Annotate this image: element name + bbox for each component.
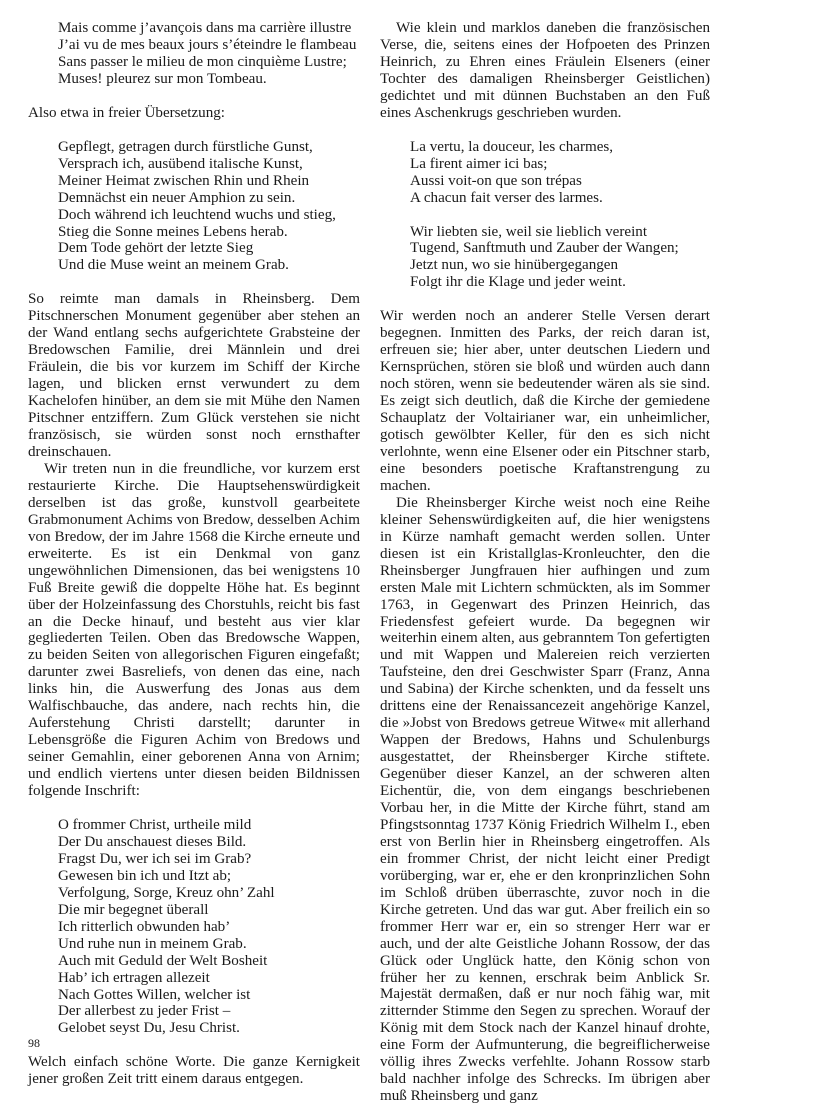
verse-line: O frommer Christ, urtheile mild (58, 816, 252, 833)
german-verse-2 (58, 817, 360, 1037)
verse-line: Tugend, Sanftmuth und Zauber der Wangen; (410, 240, 679, 257)
verse-line: Fragst Du, wer ich sei im Grab? (58, 850, 252, 867)
paragraph: Wir werden noch an anderer Stelle Versen derart begegnen. Inmitten des Parks, der reich daran ist, erfreuen sie; hier aber, unter deutschen Liedern und Kernsprüchen, stören sie bloß und würden auch dann noch stören, wenn sie bedeutender wären als sie sind. Es zeigt sich deutlich, daß die Kirche der gemiedene Schauplatz der Voltairianer war, ein unheimlicher, gotisch gewölbter Keller, für den es sich nicht verlohnte, wenn eine Elsener oder ein Pitschner starb, eine besonders poetische Kraftanstrengung zu machen. (380, 308, 710, 494)
paragraph: Wir treten nun in die freundliche, vor kurzem erst restaurierte Kirche. Die Hauptsehenswürdigkeit derselben ist das große, kunstvoll gearbeitete Grabmonument Achims von Bredow, desselben Achim von Bredow, der im Jahre 1568 die Kirche erneute und erweiterte. Es ist ein Denkmal von ganz ungewöhnlichen Dimensionen, das bei wenigstens 10 Fuß Breite gewiß die doppelte Höhe hat. Es beginnt über der Holzeinfassung des Chorstuhls, reicht bis fast an die Decke hinauf, und besteht aus vier klar gegliederten Teilen. Oben das Bredowsche Wappen, zu beiden Seiten von allegorischen Figuren eingefaßt; darunter zwei Basreliefs, von denen das eine, nach links hin, die Auswerfung des Jonas aus dem Walfischbauche, das andere, nach rechts hin, die Auferstehung Christi darstellt; darunter in Lebensgröße die Figuren Achim von Bredows und seiner Gemahlin, einer geborenen Anna von Arnim; und endlich viertens unter diesen beiden Bildnissen folgende Inschrift: (28, 460, 360, 800)
verse-line: Gewesen bin ich und Itzt ab; (58, 867, 232, 884)
verse-line: Der Du anschauest dieses Bild. (58, 833, 247, 850)
german-verse-1 (58, 139, 360, 275)
verse-line: Muses! pleurez sur mon Tombeau. (58, 70, 267, 87)
paragraph: Welch einfach schöne Worte. Die ganze Kernigkeit jener großen Zeit tritt einem daraus entgegen. (28, 1054, 360, 1088)
verse-line: Folgt ihr die Klage und jeder weint. (410, 274, 626, 291)
verse-line: Versprach ich, ausübend italische Kunst, (58, 155, 303, 172)
verse-line: Wir liebten sie, weil sie lieblich vereint (410, 223, 648, 240)
french-verse-2 (410, 139, 710, 207)
verse-line: Nach Gottes Willen, welcher ist (58, 986, 251, 1003)
verse-line: Und ruhe nun in meinem Grab. (58, 935, 247, 952)
verse-line: Gelobet seyst Du, Jesu Christ. (58, 1020, 240, 1037)
verse-line: Demnächst ein neuer Amphion zu sein. (58, 189, 296, 206)
verse-line: J’ai vu de mes beaux jours s’éteindre le flambeau (58, 36, 357, 53)
verse-line: Sans passer le milieu de mon cinquième Lustre; (58, 53, 347, 70)
verse-line: Und die Muse weint an meinem Grab. (58, 257, 289, 274)
verse-line: Hab’ ich ertragen allezeit (58, 969, 210, 986)
french-verse-1 (58, 20, 360, 88)
verse-line: Gepflegt, getragen durch fürstliche Gunst, (58, 138, 313, 155)
verse-line: Dem Tode gehört der letzte Sieg (58, 240, 254, 257)
verse-line: La vertu, la douceur, les charmes, (410, 138, 614, 155)
verse-line: A chacun fait verser des larmes. (410, 189, 603, 206)
verse-line: Stieg die Sonne meines Lebens herab. (58, 223, 288, 240)
paragraph: Wie klein und marklos daneben die französischen Verse, die, seitens eines der Hofpoeten des Prinzen Heinrich, zu Ehren eines Fräulein Elseners (einer Tochter des damaligen Rheinsberger Geistlichen) gedichtet und mit dünnen Buchstaben an den Fuß eines Aschenkrugs geschrieben wurden. (380, 20, 710, 121)
verse-line: Verfolgung, Sorge, Kreuz ohn’ Zahl (58, 884, 275, 901)
verse-line: Der allerbest zu jeder Frist – (58, 1003, 231, 1020)
paragraph: Die Rheinsberger Kirche weist noch eine Reihe kleiner Sehenswürdigkeiten auf, die hier wenigstens in Kürze namhaft gemacht werden sollen. Unter diesen ist ein Kristallglas-Kronleuchter, den die Rheinsberger Jungfrauen hier aufhingen und zum ersten Male mit Lichtern schmückten, als im Sommer 1763, in Gegenwart des Prinzen Heinrich, das Friedensfest gefeiert wurde. Da begegnen wir weiterhin einem alten, aus gebranntem Ton gefertigten und mit Wappen und Malereien reich verzierten Taufsteine, den drei Geschwister Sparr (Franz, Anna und Sabina) der Kirche schenkten, und da fesselt uns drittens eine der Renaissancezeit angehörige Kanzel, die »Jobst von Bredows getreue Witwe« mit allerhand Wappen der Bredows, Hahns und Schulenburgs ausgestattet, der Rheinsberger Kirche stiftete. Gegenüber dieser Kanzel, an der schweren alten Eichentür, die, von dem eingangs beschriebenen Vorbau her, in die Mitte der Kirche führt, stand am Pfingstsonntag 1737 König Friedrich Wilhelm I., eben erst von Berlin hier in Rheinsberg eingetroffen. Als ein frommer Christ, der nicht leicht einer Predigt vorüberging, war er, ehe er den kronprinzlichen Sohn im Schloß drüben überraschte, zuvor noch in die Kirche getreten. Und das war gut. Aber freilich ein so frommer Herr war er, ein so strenger Herr war er auch, und der alte Geistliche Johann Rossow, der das Glück oder Unglück hatte, den König schon von früher her zu kennen, erschrak beim Anblick Sr. Majestät dermaßen, daß er nur noch fähig war, mit zitternder Stimme den Segen zu sprechen. Worauf der König mit dem Stock nach der Kanzel hinauf drohte, eine Form der Aufmunterung, die begreiflicherweise völlig ihres Zwecks verfehlte. Johann Rossow starb bald nachher infolge des Schrecks. Im übrigen aber muß Rheinsberg und ganz (380, 494, 710, 1105)
german-verse-3 (410, 224, 710, 292)
verse-line: Aussi voit-on que son trépas (410, 172, 582, 189)
right-column (380, 20, 710, 1105)
verse-line: Auch mit Geduld der Welt Bosheit (58, 952, 268, 969)
verse-line: Jetzt nun, wo sie hinübergegangen (410, 257, 619, 274)
paragraph: So reimte man damals in Rheinsberg. Dem Pitschnerschen Monument gegenüber aber stehen an der Wand entlang sechs aufgerichtete Grabsteine der Bredowschen Familie, drei Männlein und drei Fräulein, die bis vor kurzem im Schiff der Kirche lagen, und blicken ernst verwundert zu dem Kachelofen hinüber, an dem sie mit Mühe den Namen Pitschner entziffern. Zum Glück verstehen sie nicht französisch, sie würden sonst noch ernsthafter dreinschauen. (28, 291, 360, 460)
left-column (28, 20, 360, 1088)
verse-line: Die mir begegnet überall (58, 901, 209, 918)
verse-line: Mais comme j’avançois dans ma carrière illustre (58, 20, 352, 36)
verse-line: Ich ritterlich obwunden hab’ (58, 918, 231, 935)
verse-line: Meiner Heimat zwischen Rhin und Rhein (58, 172, 310, 189)
intro-translation: Also etwa in freier Übersetzung: (28, 104, 225, 121)
page-number: 98 (28, 1036, 40, 1050)
verse-line: Doch während ich leuchtend wuchs und stieg, (58, 206, 336, 223)
verse-line: La firent aimer ici bas; (410, 155, 548, 172)
